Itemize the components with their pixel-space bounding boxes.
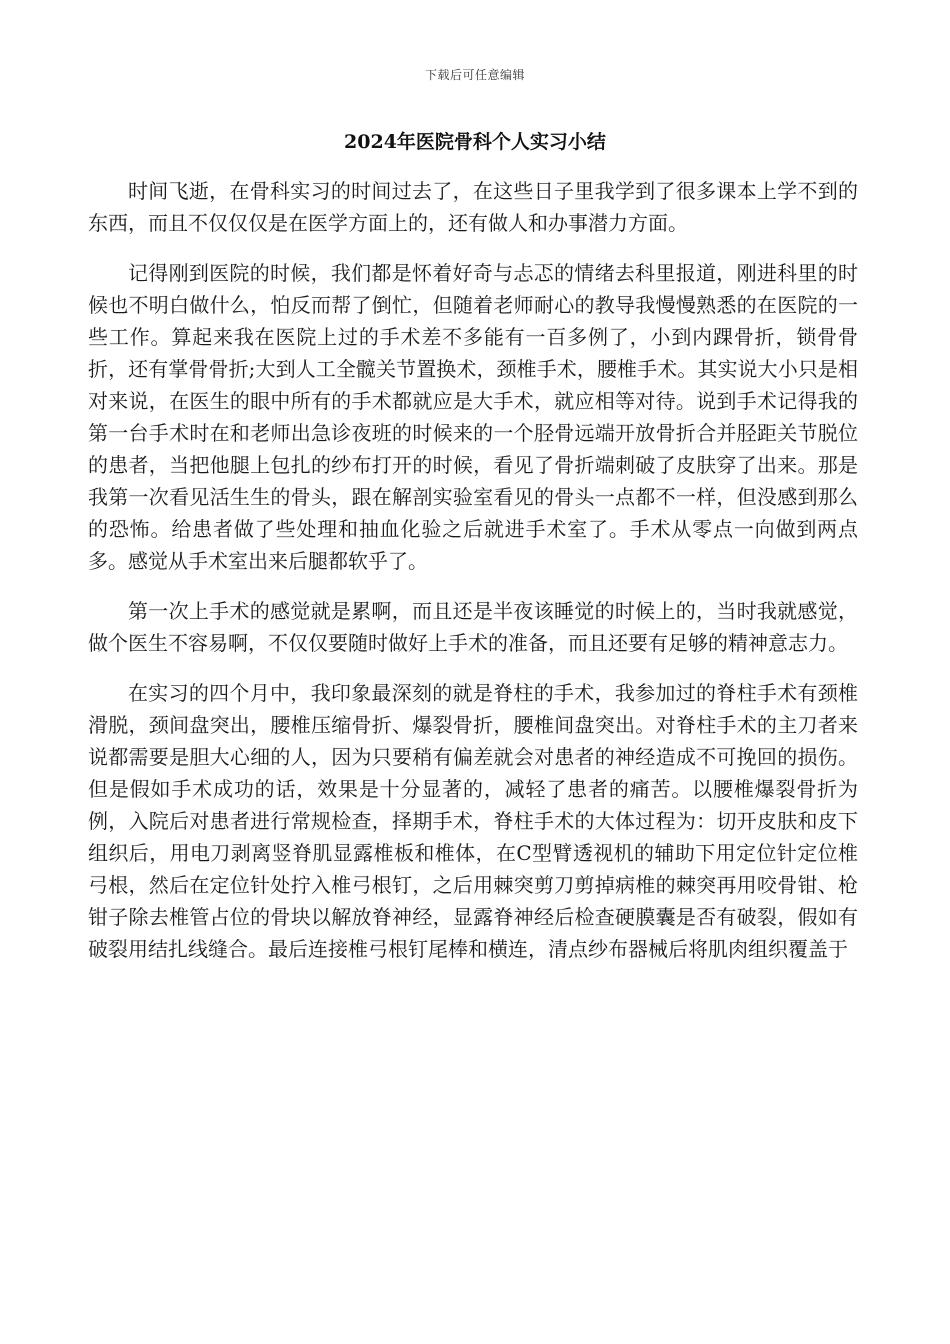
paragraph-intro: 时间飞逝，在骨科实习的时间过去了，在这些日子里我学到了很多课本上学不到的东西，而且不仅仅仅是在医学方面上的，还有做人和办事潜力方面。 [88, 179, 858, 235]
document-body [88, 175, 858, 983]
document-title: 2024年医院骨科个人实习小结 [344, 131, 606, 153]
paragraph-spine-surgery: 在实习的四个月中，我印象最深刻的就是脊柱的手术，我参加过的脊柱手术有颈椎滑脱，颈间盘突出，腰椎压缩骨折、爆裂骨折，腰椎间盘突出。对脊柱手术的主刀者来说都需要是胆大心细的人，因为只要稍有偏差就会对患者的神经造成不可挽回的损伤。但是假如手术成功的话，效果是十分显著的，减轻了患者的痛苦。以腰椎爆裂骨折为例，入院后对患者进行常规检查，择期手术，脊柱手术的大体过程为：切开皮肤和皮下组织后，用电刀剥离竖脊肌显露椎板和椎体，在C型臂透视机的辅助下用定位针定位椎弓根，然后在定位针处拧入椎弓根钉，之后用棘突剪刀剪掉病椎的棘突再用咬骨钳、枪钳子除去椎管占位的骨块以解放脊神经，显露脊神经后检查硬膜囊是否有破裂，假如有破裂用结扎线缝合。最后连接椎弓根钉尾棒和横连，清点纱布器械后将肌肉组织覆盖于 [88, 681, 858, 961]
paragraph-feelings: 第一次上手术的感觉就是累啊，而且还是半夜该睡觉的时候上的，当时我就感觉，做个医生不容易啊，不仅仅要随时做好上手术的准备，而且还要有足够的精神意志力。 [88, 599, 858, 655]
header-note: 下载后可任意编辑 [424, 68, 525, 82]
paragraph-first-surgery: 记得刚到医院的时候，我们都是怀着好奇与忐忑的情绪去科里报道，刚进科里的时候也不明白做什么，怕反而帮了倒忙，但随着老师耐心的教导我慢慢熟悉的在医院的一些工作。算起来我在医院上过的手术差不多能有一百多例了，小到内踝骨折，锁骨骨折，还有掌骨骨折;大到人工全髋关节置换术，颈椎手术，腰椎手术。其实说大小只是相对来说，在医生的眼中所有的手术都就应是大手术，就应相等对待。说到手术记得我的第一台手术时在和老师出急诊夜班的时候来的一个胫骨远端开放骨折合并胫距关节脱位的患者，当把他腿上包扎的纱布打开的时候，看见了骨折端刺破了皮肤穿了出来。那是我第一次看见活生生的骨头，跟在解剖实验室看见的骨头一点都不一样，但没感到那么的恐怖。给患者做了些处理和抽血化验之后就进手术室了。手术从零点一向做到两点多。感觉从手术室出来后腿都软乎了。 [88, 261, 858, 573]
